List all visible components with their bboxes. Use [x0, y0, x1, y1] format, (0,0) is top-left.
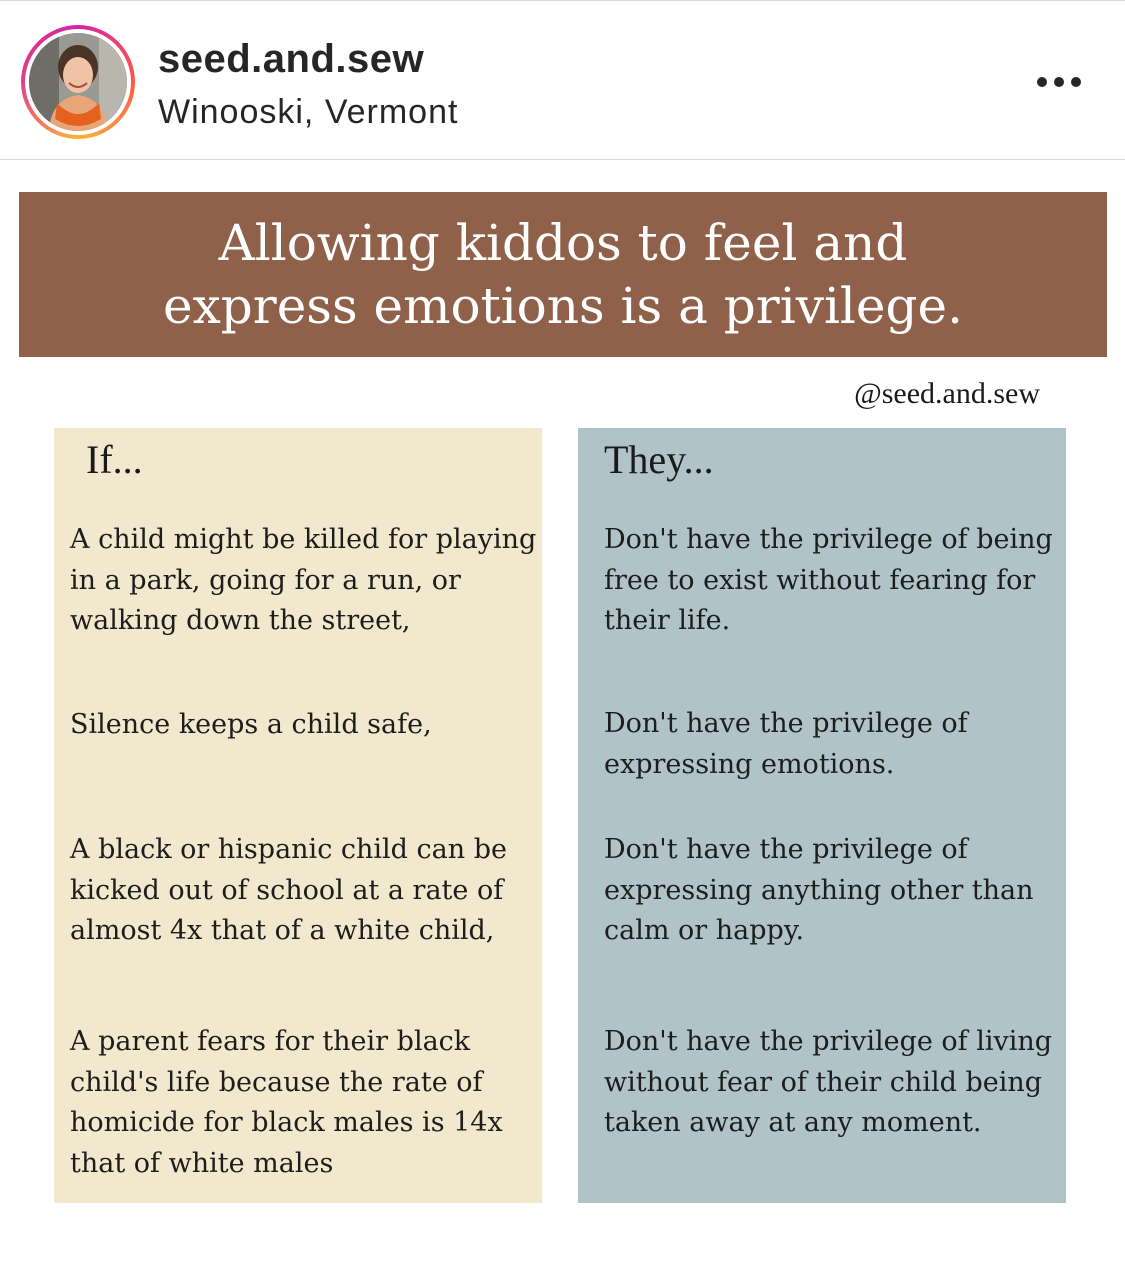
they-item: Don't have the privilege of expressing anything other than calm or happy.	[604, 834, 1034, 946]
title-banner	[19, 192, 1107, 357]
story-ring[interactable]	[21, 25, 135, 139]
if-item: A parent fears for their black child's life because the rate of homicide for black males is 14x that of white males	[70, 1026, 503, 1179]
post-header	[0, 0, 1125, 160]
they-column	[578, 428, 1066, 1203]
they-item: Don't have the privilege of being free to exist without fearing for their life.	[604, 524, 1053, 636]
they-item: Don't have the privilege of expressing emotions.	[604, 708, 968, 780]
image-handle: @seed.and.sew	[854, 377, 1040, 410]
if-column	[54, 428, 542, 1203]
avatar[interactable]	[29, 33, 127, 131]
username[interactable]: seed.and.sew	[158, 37, 425, 81]
if-item: A child might be killed for playing in a park, going for a run, or walking down the street,	[70, 524, 537, 636]
image-title: Allowing kiddos to feel and express emotions is a privilege.	[163, 213, 963, 335]
they-heading: They...	[604, 437, 714, 482]
they-item: Don't have the privilege of living without fear of their child being taken away at any moment.	[604, 1026, 1053, 1138]
if-heading: If...	[86, 437, 143, 482]
if-item: Silence keeps a child safe,	[70, 709, 432, 740]
if-item: A black or hispanic child can be kicked out of school at a rate of almost 4x that of a white child,	[70, 834, 507, 946]
avatar-photo	[29, 33, 127, 131]
more-options-button[interactable]	[1030, 63, 1086, 103]
location-link[interactable]: Winooski, Vermont	[158, 93, 459, 131]
